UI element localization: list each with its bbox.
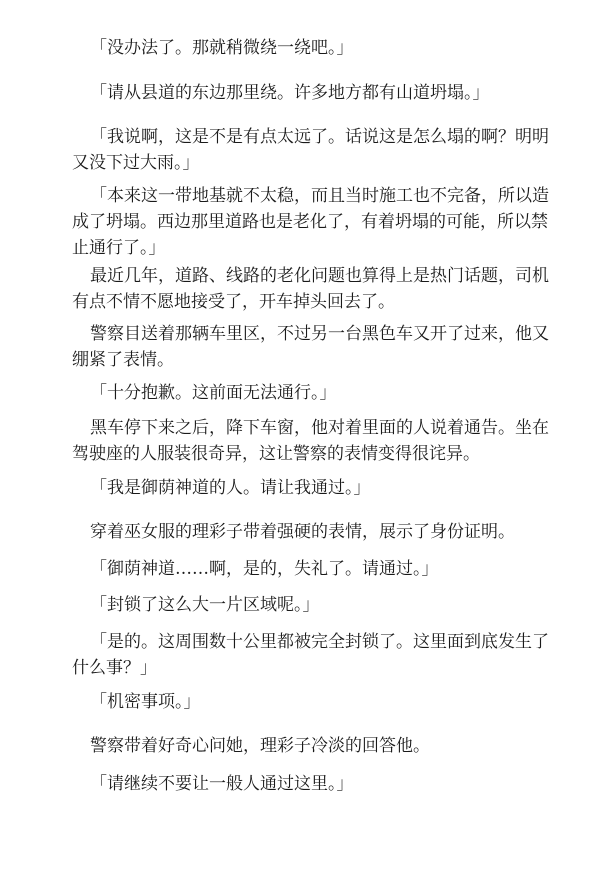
paragraph: 「请继续不要让一般人通过这里。」 xyxy=(90,774,354,794)
paragraph: 「本来这一带地基就不太稳，而且当时施工也不完备，所以造成了坍塌。西边那里道路也是老化了，有着坍塌的可能，所以禁止通行了。」 xyxy=(72,186,549,258)
paragraph: 黑车停下来之后，降下车窗，他对着里面的人说着通告。坐在驾驶座的人服装很奇异，这让警察的表情变得很诧异。 xyxy=(72,418,549,464)
paragraph: 最近几年，道路、线路的老化问题也算得上是热门话题，司机有点不情不愿地接受了，开车掉头回去了。 xyxy=(72,266,549,312)
paragraph: 穿着巫女服的理彩子带着强硬的表情，展示了身份证明。 xyxy=(90,522,515,542)
paragraph: 「我说啊，这是不是有点太远了。话说这是怎么塌的啊？明明又没下过大雨。」 xyxy=(72,127,549,173)
paragraph: 「请从县道的东边那里绕。许多地方都有山道坍塌。」 xyxy=(90,83,490,103)
paragraph: 「我是御荫神道的人。请让我通过。」 xyxy=(90,478,371,498)
paragraph: 「是的。这周围数十公里都被完全封锁了。这里面到底发生了什么事？」 xyxy=(72,632,549,678)
paragraph: 警察目送着那辆车里区，不过另一台黑色车又开了过来，他又绷紧了表情。 xyxy=(72,324,549,370)
paragraph: 「没办法了。那就稍微绕一绕吧。」 xyxy=(90,38,354,58)
paragraph: 警察带着好奇心问她，理彩子冷淡的回答他。 xyxy=(90,736,430,756)
paragraph: 「御荫神道……啊，是的，失礼了。请通过。」 xyxy=(90,559,439,579)
paragraph: 「封锁了这么大一片区域呢。」 xyxy=(90,595,320,615)
paragraph: 「十分抱歉。这前面无法通行。」 xyxy=(90,383,337,403)
paragraph: 「机密事项。」 xyxy=(90,692,201,712)
